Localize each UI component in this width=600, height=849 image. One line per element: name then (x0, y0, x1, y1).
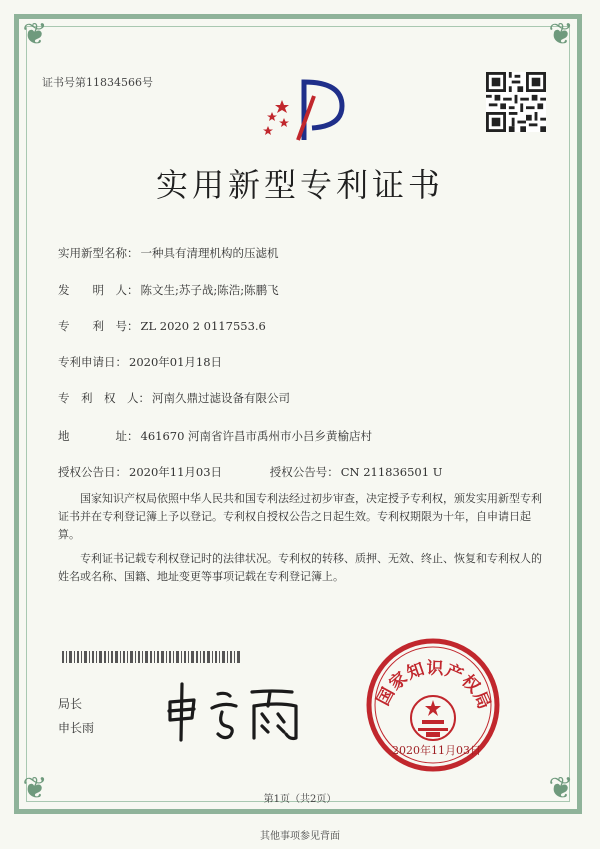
page-number: 第1页（共2页） (263, 794, 337, 805)
seal-text: 国家知识产权局 (373, 658, 495, 713)
field-patent-number (58, 318, 266, 334)
field-utility-model-name (58, 245, 279, 261)
certificate-number: 证书号第11834566号 (42, 76, 153, 89)
field-label: 专 利 权 人： (58, 391, 150, 405)
field-label: 发 明 人： (58, 283, 139, 297)
qr-code-icon (486, 72, 546, 132)
grant-number-value: CN 211836501 U (340, 465, 443, 479)
legal-status-paragraph: 专利证书记载专利权登记时的法律状况。专利权的转移、质押、无效、终止、恢复和专利权人的姓名或名称、国籍、地址变更等事项记载在专利登记簿上。 (58, 552, 542, 583)
grant-date-value: 2020年11月03日 (129, 465, 223, 479)
field-label: 专 利 号： (58, 319, 139, 333)
corner-ornament-icon: ❦ (548, 771, 574, 806)
certificate-title: 实用新型专利证书 (155, 166, 444, 204)
field-label: 专利申请日： (58, 355, 127, 369)
seal-date: 2020年11月03日 (392, 744, 481, 757)
corner-ornament-icon: ❦ (22, 17, 48, 52)
field-value: 一种具有清理机构的压滤机 (140, 246, 279, 260)
field-address (58, 428, 372, 444)
grant-date-label: 授权公告日： (58, 465, 127, 479)
field-value: ZL 2020 2 0117553.6 (140, 319, 266, 333)
signer-name: 申长雨 (58, 721, 95, 735)
grant-number-label: 授权公告号： (269, 465, 339, 479)
signer-title: 局长 (58, 697, 83, 711)
field-inventors (58, 282, 279, 298)
field-value: 陈文生;苏子战;陈浩;陈鹏飞 (140, 283, 279, 297)
cnipa-logo-icon (254, 76, 350, 146)
footer-note: 其他事项参见背面 (260, 831, 340, 842)
field-value: 461670 河南省许昌市禹州市小吕乡黄榆店村 (140, 429, 373, 443)
field-grant (58, 464, 442, 480)
field-label: 地 址： (58, 429, 139, 443)
handwritten-signature-icon (160, 676, 310, 746)
corner-ornament-icon: ❦ (548, 17, 574, 52)
corner-ornament-icon: ❦ (22, 771, 48, 806)
field-label: 实用新型名称： (58, 246, 139, 260)
field-value: 河南久鼎过滤设备有限公司 (152, 391, 290, 405)
grant-statement-paragraph: 国家知识产权局依照中华人民共和国专利法经过初步审查，决定授予专利权，颁发实用新型专利证书并在专利登记簿上予以登记。专利权自授权公告之日起生效。专利权期限为十年，自申请日起算。 (58, 492, 542, 541)
barcode-icon (62, 651, 240, 663)
field-value: 2020年01月18日 (129, 355, 223, 369)
field-patentee (58, 390, 290, 406)
field-application-date (58, 354, 222, 370)
